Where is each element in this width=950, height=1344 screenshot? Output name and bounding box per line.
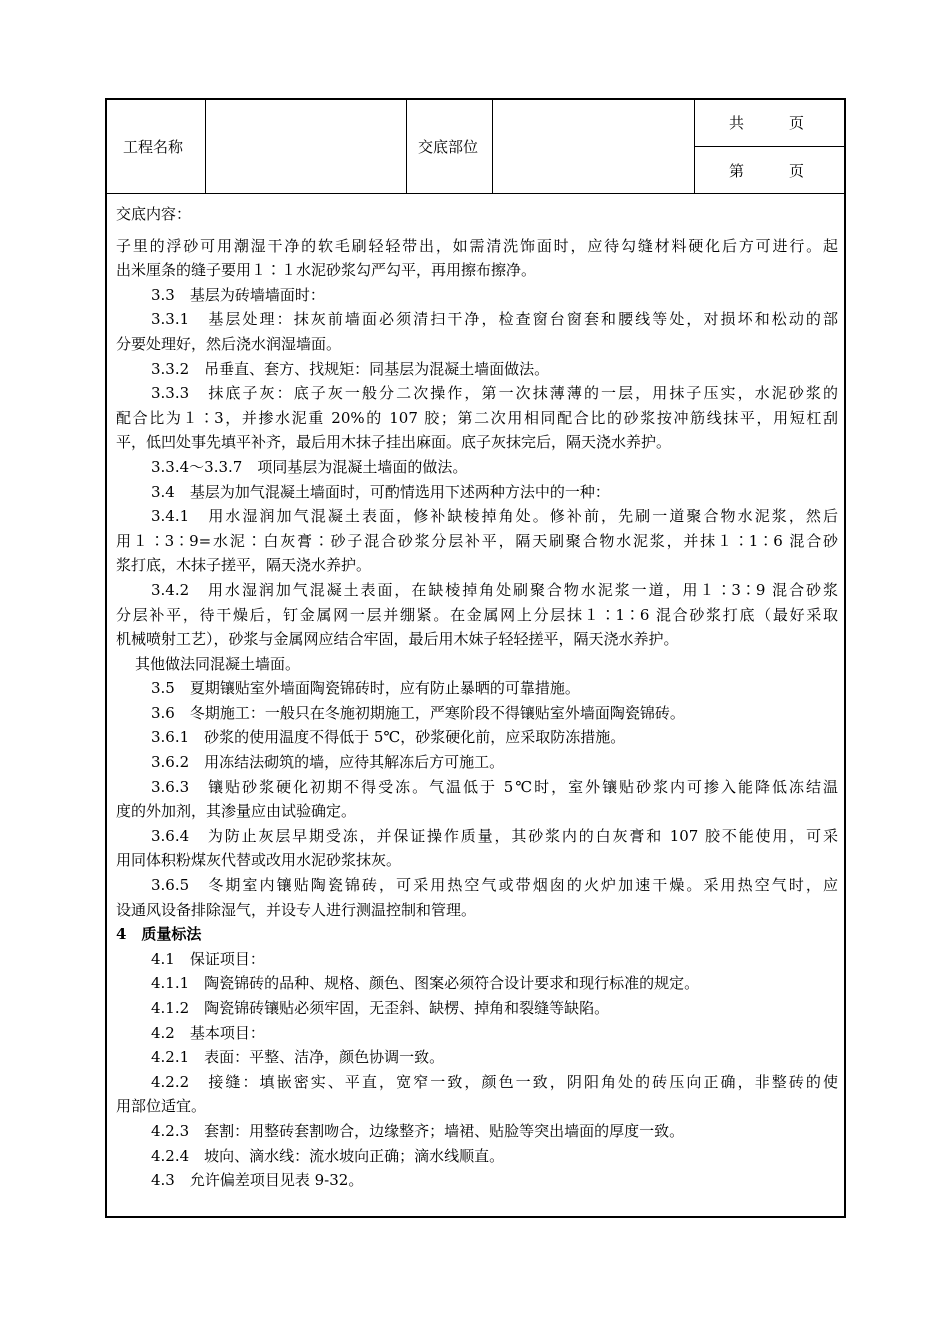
header-divider xyxy=(406,100,407,193)
header-divider xyxy=(492,100,493,193)
text-line: 4.1.2 陶瓷锦砖镶贴必须牢固，无歪斜、缺楞、掉角和裂缝等缺陷。 xyxy=(151,999,610,1017)
text-line: 4.1.1 陶瓷锦砖的品种、规格、颜色、图案必须符合设计要求和现行标准的规定。 xyxy=(151,974,700,993)
text-line: 其他做法同混凝土墙面。 xyxy=(135,654,301,673)
text-line: 4.2.2 接缝：填嵌密实、平直，宽窄一致，颜色一致，阴阳角处的砖压向正确，非整砖的使 xyxy=(151,1072,838,1091)
content-label: 交底内容： xyxy=(116,205,192,223)
header-divider xyxy=(205,100,206,193)
text-line: 出米厘条的缝子要用１∶１水泥砂浆勾严勾平，再用擦布擦净。 xyxy=(116,261,537,280)
content-paragraphs xyxy=(116,234,838,1193)
project-name-label: 工程名称 xyxy=(123,138,184,156)
text-line: 3.3.1 基层处理：抹灰前墙面必须清扫干净，检查窗台窗套和腰线等处，对损坏和松动的部 xyxy=(151,310,838,329)
text-line: 浆打底，木抹子搓平，隔天浇水养护。 xyxy=(116,556,372,575)
text-line: 分要处理好，然后浇水润湿墙面。 xyxy=(116,334,342,353)
text-line: 3.6.3 镶贴砂浆硬化初期不得受冻。气温低于 5℃时，室外镶贴砂浆内可掺入能降低冻结温 xyxy=(151,777,838,796)
text-line: 3.6.4 为防止灰层早期受冻，并保证操作质量，其砂浆内的白灰膏和 107 胶不能使用，可采 xyxy=(151,826,838,845)
text-line: 3.3.4～3.3.7 项同基层为混凝土墙面的做法。 xyxy=(151,457,468,476)
text-line: 3.3 基层为砖墙墙面时： xyxy=(151,285,325,304)
text-line: 用同体积粉煤灰代替或改用水泥砂浆抹灰。 xyxy=(116,851,402,870)
text-line: 3.6.1 砂浆的使用温度不得低于 5℃，砂浆硬化前，应采取防冻措施。 xyxy=(151,728,626,747)
text-line: 用１∶3∶9=水泥∶白灰膏∶砂子混合砂浆分层补平，隔天刷聚合物水泥浆，并抹１∶1∶6 混合砂 xyxy=(116,531,838,550)
text-line: 3.4.1 用水湿润加气混凝土表面，修补缺棱掉角处。修补前，先刷一道聚合物水泥浆，然后 xyxy=(151,507,838,526)
page-number: 第 页 xyxy=(729,162,805,180)
text-line: 3.6.2 用冻结法砌筑的墙，应待其解冻后方可施工。 xyxy=(151,753,505,772)
text-line: 机械喷射工艺），砂浆与金属网应结合牢固，最后用木妹子轻轻搓平，隔天浇水养护。 xyxy=(116,630,679,649)
text-line: 度的外加剂，其渗量应由试验确定。 xyxy=(116,802,357,821)
text-line: 4.2 基本项目： xyxy=(151,1023,265,1042)
header-table xyxy=(107,100,844,194)
text-line: 4.2.3 套割：用整砖套割吻合，边缘整齐；墙裙、贴脸等突出墙面的厚度一致。 xyxy=(151,1121,685,1140)
text-line: 4.2.1 表面：平整、洁净，颜色协调一致。 xyxy=(151,1048,445,1067)
text-line: 4.2.4 坡向、滴水线：流水坡向正确；滴水线顺直。 xyxy=(151,1146,505,1165)
text-line: 平，低凹处事先填平补齐，最后用木抹子挂出麻面。底子灰抹完后，隔天浇水养护。 xyxy=(116,433,672,452)
text-line: 3.4.2 用水湿润加气混凝土表面，在缺棱掉角处刷聚合物水泥浆一道，用１∶3∶9 混合砂浆 xyxy=(151,580,838,599)
text-line: 3.5 夏期镶贴室外墙面陶瓷锦砖时，应有防止暴晒的可靠措施。 xyxy=(151,679,580,698)
text-line: 分层补平，待干燥后，钉金属网一层并绷紧。在金属网上分层抹１∶1∶6 混合砂浆打底（最好采取 xyxy=(116,605,838,624)
text-line: 3.4 基层为加气混凝土墙面时，可酌情选用下述两种方法中的一种： xyxy=(151,482,610,501)
text-line: 用部位适宜。 xyxy=(116,1097,207,1116)
text-line: 设通风设备排除湿气，并设专人进行测温控制和管理。 xyxy=(116,900,477,919)
text-line: 4.3 允许偏差项目见表 9-32。 xyxy=(151,1171,364,1190)
text-line: 3.6 冬期施工：一般只在冬施初期施工，严寒阶段不得镶贴室外墙面陶瓷锦砖。 xyxy=(151,703,685,722)
text-line: 3.6.5 冬期室内镶贴陶瓷锦砖，可采用热空气或带烟囱的火炉加速干燥。采用热空气时，应 xyxy=(151,876,838,895)
text-line: 3.3.3 抹底子灰：底子灰一般分二次操作，第一次抹薄薄的一层，用抹子压实，水泥砂浆的 xyxy=(151,384,838,403)
text-line: 子里的浮砂可用潮湿干净的软毛刷轻轻带出，如需清洗饰面时，应待勾缝材料硬化后方可进行。起 xyxy=(116,236,838,255)
text-line: 3.3.2 吊垂直、套方、找规矩：同基层为混凝土墙面做法。 xyxy=(151,359,550,378)
text-line: 4 质量标法 xyxy=(116,925,202,944)
document-form xyxy=(105,98,846,1218)
location-label: 交底部位 xyxy=(418,138,479,156)
content-body xyxy=(116,202,838,1193)
header-divider xyxy=(694,146,844,147)
text-line: 4.1 保证项目： xyxy=(151,949,265,968)
text-line: 配合比为１∶3，并掺水泥重 20%的 107 胶；第二次用相同配合比的砂浆按冲筋线抹平，用短杠刮 xyxy=(116,408,838,427)
total-pages: 共 页 xyxy=(729,114,805,132)
